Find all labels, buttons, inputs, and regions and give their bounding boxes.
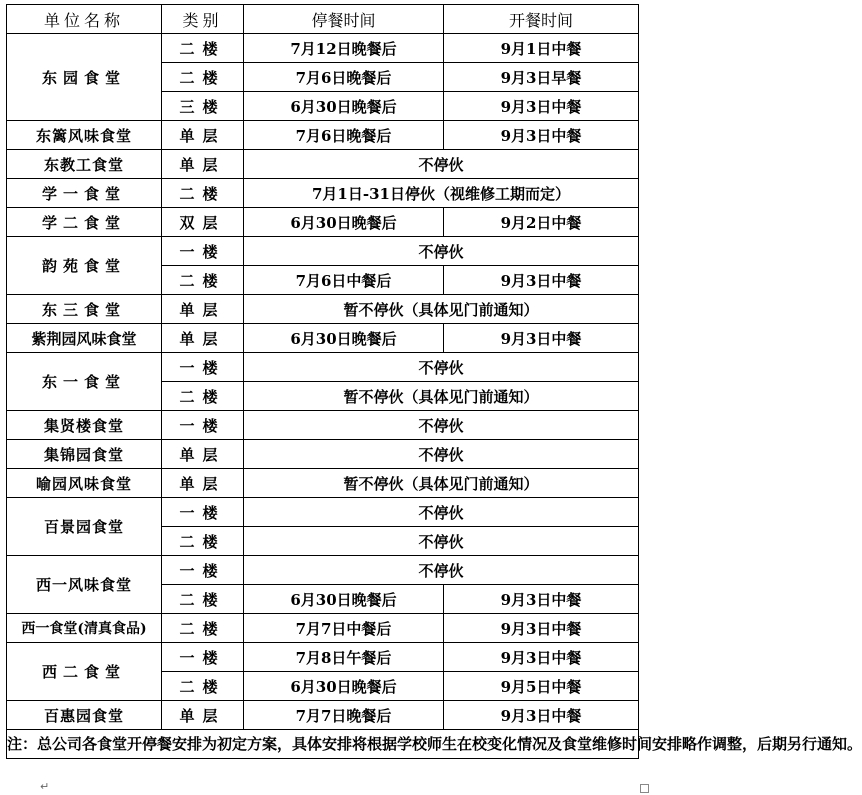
- category: 一楼: [162, 237, 244, 266]
- table-row: [7, 643, 639, 672]
- stop-time: 7月7日中餐后: [244, 614, 444, 643]
- open-time: 9月3日中餐: [444, 121, 639, 150]
- category: 二楼: [162, 614, 244, 643]
- table-row: [7, 208, 639, 237]
- category: 单层: [162, 324, 244, 353]
- table-row: [7, 556, 639, 585]
- header-open-time: 开餐时间: [444, 5, 639, 34]
- footnote: 注：总公司各食堂开停餐安排为初定方案，具体安排将根据学校师生在校变化情况及食堂维修时间安排略作调整，后期另行通知。: [7, 730, 639, 759]
- schedule-note: 不停伙: [244, 353, 639, 382]
- open-time: 9月2日中餐: [444, 208, 639, 237]
- unit-name: 西一风味食堂: [7, 556, 162, 614]
- stop-time: 6月30日晚餐后: [244, 672, 444, 701]
- stop-time: 6月30日晚餐后: [244, 92, 444, 121]
- category: 一楼: [162, 411, 244, 440]
- schedule-note: 7月1日-31日停伙（视维修工期而定）: [244, 179, 639, 208]
- page-corner-marker: [640, 784, 649, 793]
- category: 二楼: [162, 585, 244, 614]
- schedule-note: 不停伙: [244, 237, 639, 266]
- category: 一楼: [162, 353, 244, 382]
- open-time: 9月3日早餐: [444, 63, 639, 92]
- unit-name: 西二食堂: [7, 643, 162, 701]
- unit-name: 百景园食堂: [7, 498, 162, 556]
- note-row: [7, 730, 639, 759]
- open-time: 9月3日中餐: [444, 92, 639, 121]
- header-row: [7, 5, 639, 34]
- schedule-note: 暂不停伙（具体见门前通知）: [244, 295, 639, 324]
- category: 二楼: [162, 266, 244, 295]
- category: 二楼: [162, 34, 244, 63]
- stop-time: 7月7日晚餐后: [244, 701, 444, 730]
- unit-name: 东一食堂: [7, 353, 162, 411]
- header-category: 类别: [162, 5, 244, 34]
- unit-name: 西一食堂(清真食品): [7, 614, 162, 643]
- table-row: [7, 701, 639, 730]
- open-time: 9月1日中餐: [444, 34, 639, 63]
- stop-time: 7月12日晚餐后: [244, 34, 444, 63]
- category: 三楼: [162, 92, 244, 121]
- paragraph-mark-icon: ↵: [40, 780, 50, 793]
- open-time: 9月3日中餐: [444, 643, 639, 672]
- table-row: [7, 121, 639, 150]
- schedule-note: 不停伙: [244, 556, 639, 585]
- open-time: 9月3日中餐: [444, 585, 639, 614]
- unit-name: 集贤楼食堂: [7, 411, 162, 440]
- unit-name: 韵苑食堂: [7, 237, 162, 295]
- category: 二楼: [162, 382, 244, 411]
- category: 一楼: [162, 498, 244, 527]
- table-row: [7, 237, 639, 266]
- schedule-note: 不停伙: [244, 411, 639, 440]
- stop-time: 6月30日晚餐后: [244, 585, 444, 614]
- table-row: [7, 614, 639, 643]
- table-row: [7, 34, 639, 63]
- unit-name: 学二食堂: [7, 208, 162, 237]
- table-row: [7, 469, 639, 498]
- canteen-schedule-table: [6, 4, 862, 759]
- open-time: 9月3日中餐: [444, 701, 639, 730]
- table-row: [7, 150, 639, 179]
- table-row: [7, 324, 639, 353]
- category: 单层: [162, 440, 244, 469]
- stop-time: 7月6日晚餐后: [244, 63, 444, 92]
- table-row: [7, 440, 639, 469]
- table-row: [7, 179, 639, 208]
- open-time: 9月3日中餐: [444, 266, 639, 295]
- unit-name: 东三食堂: [7, 295, 162, 324]
- header-stop-time: 停餐时间: [244, 5, 444, 34]
- schedule-note: 不停伙: [244, 527, 639, 556]
- stop-time: 6月30日晚餐后: [244, 324, 444, 353]
- category: 一楼: [162, 556, 244, 585]
- category: 单层: [162, 701, 244, 730]
- open-time: 9月3日中餐: [444, 324, 639, 353]
- category: 单层: [162, 121, 244, 150]
- unit-name: 集锦园食堂: [7, 440, 162, 469]
- category: 单层: [162, 150, 244, 179]
- schedule-note: 不停伙: [244, 440, 639, 469]
- unit-name: 学一食堂: [7, 179, 162, 208]
- unit-name: 紫荆园风味食堂: [7, 324, 162, 353]
- stop-time: 7月6日中餐后: [244, 266, 444, 295]
- category: 二楼: [162, 527, 244, 556]
- schedule-note: 不停伙: [244, 150, 639, 179]
- category: 单层: [162, 469, 244, 498]
- category: 二楼: [162, 63, 244, 92]
- category: 二楼: [162, 179, 244, 208]
- unit-name: 百惠园食堂: [7, 701, 162, 730]
- open-time: 9月3日中餐: [444, 614, 639, 643]
- category: 一楼: [162, 643, 244, 672]
- stop-time: 7月6日晚餐后: [244, 121, 444, 150]
- category: 单层: [162, 295, 244, 324]
- schedule-note: 暂不停伙（具体见门前通知）: [244, 469, 639, 498]
- unit-name: 东教工食堂: [7, 150, 162, 179]
- schedule-note: 暂不停伙（具体见门前通知）: [244, 382, 639, 411]
- header-unit: 单位名称: [7, 5, 162, 34]
- unit-name: 喻园风味食堂: [7, 469, 162, 498]
- open-time: 9月5日中餐: [444, 672, 639, 701]
- table-row: [7, 498, 639, 527]
- table-row: [7, 353, 639, 382]
- table-row: [7, 411, 639, 440]
- category: 二楼: [162, 672, 244, 701]
- schedule-note: 不停伙: [244, 498, 639, 527]
- stop-time: 7月8日午餐后: [244, 643, 444, 672]
- stop-time: 6月30日晚餐后: [244, 208, 444, 237]
- unit-name: 东园食堂: [7, 34, 162, 121]
- category: 双层: [162, 208, 244, 237]
- unit-name: 东篱风味食堂: [7, 121, 162, 150]
- table-row: [7, 295, 639, 324]
